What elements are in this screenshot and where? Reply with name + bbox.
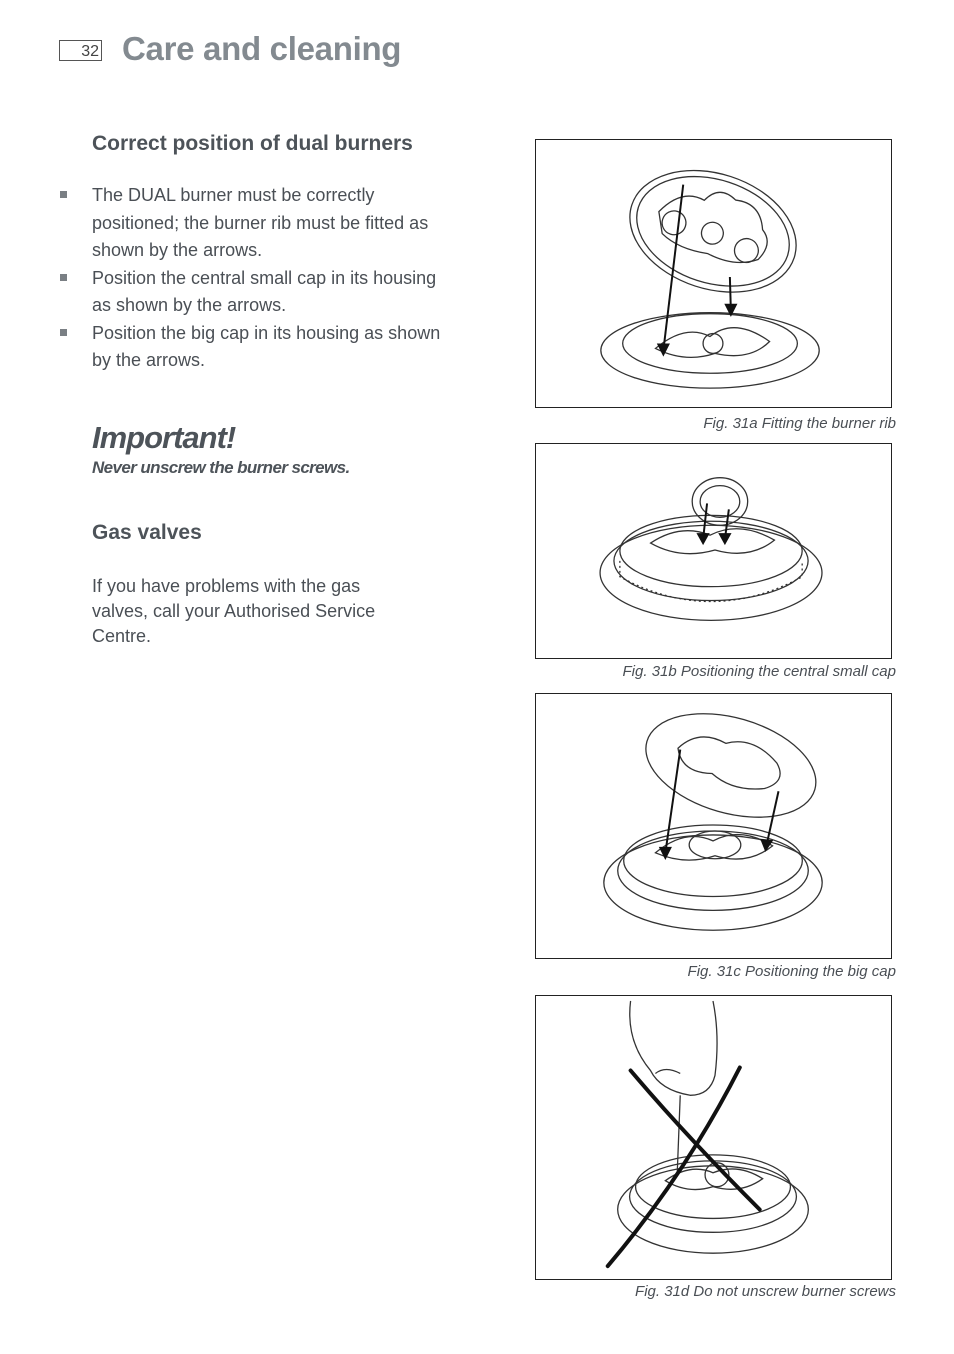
bullet-square-icon (60, 274, 67, 281)
figure-31a-caption: Fig. 31a Fitting the burner rib (703, 415, 896, 432)
bullet-item: Position the central small cap in its housing as shown by the arrows. (92, 265, 452, 320)
dual-burner-section (92, 132, 452, 375)
big-cap-illustration (536, 694, 891, 958)
figure-31c-big-cap (535, 693, 892, 959)
do-not-unscrew-illustration (536, 996, 891, 1279)
figure-31c-caption: Fig. 31c Positioning the big cap (687, 963, 896, 980)
bullet-square-icon (60, 191, 67, 198)
figure-31d-do-not-unscrew (535, 995, 892, 1280)
bullet-square-icon (60, 329, 67, 336)
important-heading: Important! (92, 420, 236, 455)
important-note: Never unscrew the burner screws. (92, 458, 350, 477)
central-cap-illustration (536, 444, 891, 658)
figure-31a-burner-rib (535, 139, 892, 408)
figure-31d-caption: Fig. 31d Do not unscrew burner screws (635, 1283, 896, 1300)
bullet-list (92, 182, 452, 375)
bullet-item: The DUAL burner must be correctly positioned; the burner rib must be fitted as shown by the arrows. (92, 182, 452, 265)
gas-valves-text: If you have problems with the gas valves, call your Authorised Service Centre. (92, 576, 376, 646)
section-heading-dual-burners: Correct position of dual burners (92, 132, 413, 155)
page-number: 32 (59, 40, 102, 61)
figure-31b-caption: Fig. 31b Positioning the central small cap (622, 663, 896, 680)
figure-31b-central-cap (535, 443, 892, 659)
burner-rib-illustration (536, 140, 891, 407)
page-title: Care and cleaning (122, 30, 402, 67)
section-heading-gas-valves: Gas valves (92, 521, 202, 544)
bullet-item: Position the big cap in its housing as shown by the arrows. (92, 320, 452, 375)
